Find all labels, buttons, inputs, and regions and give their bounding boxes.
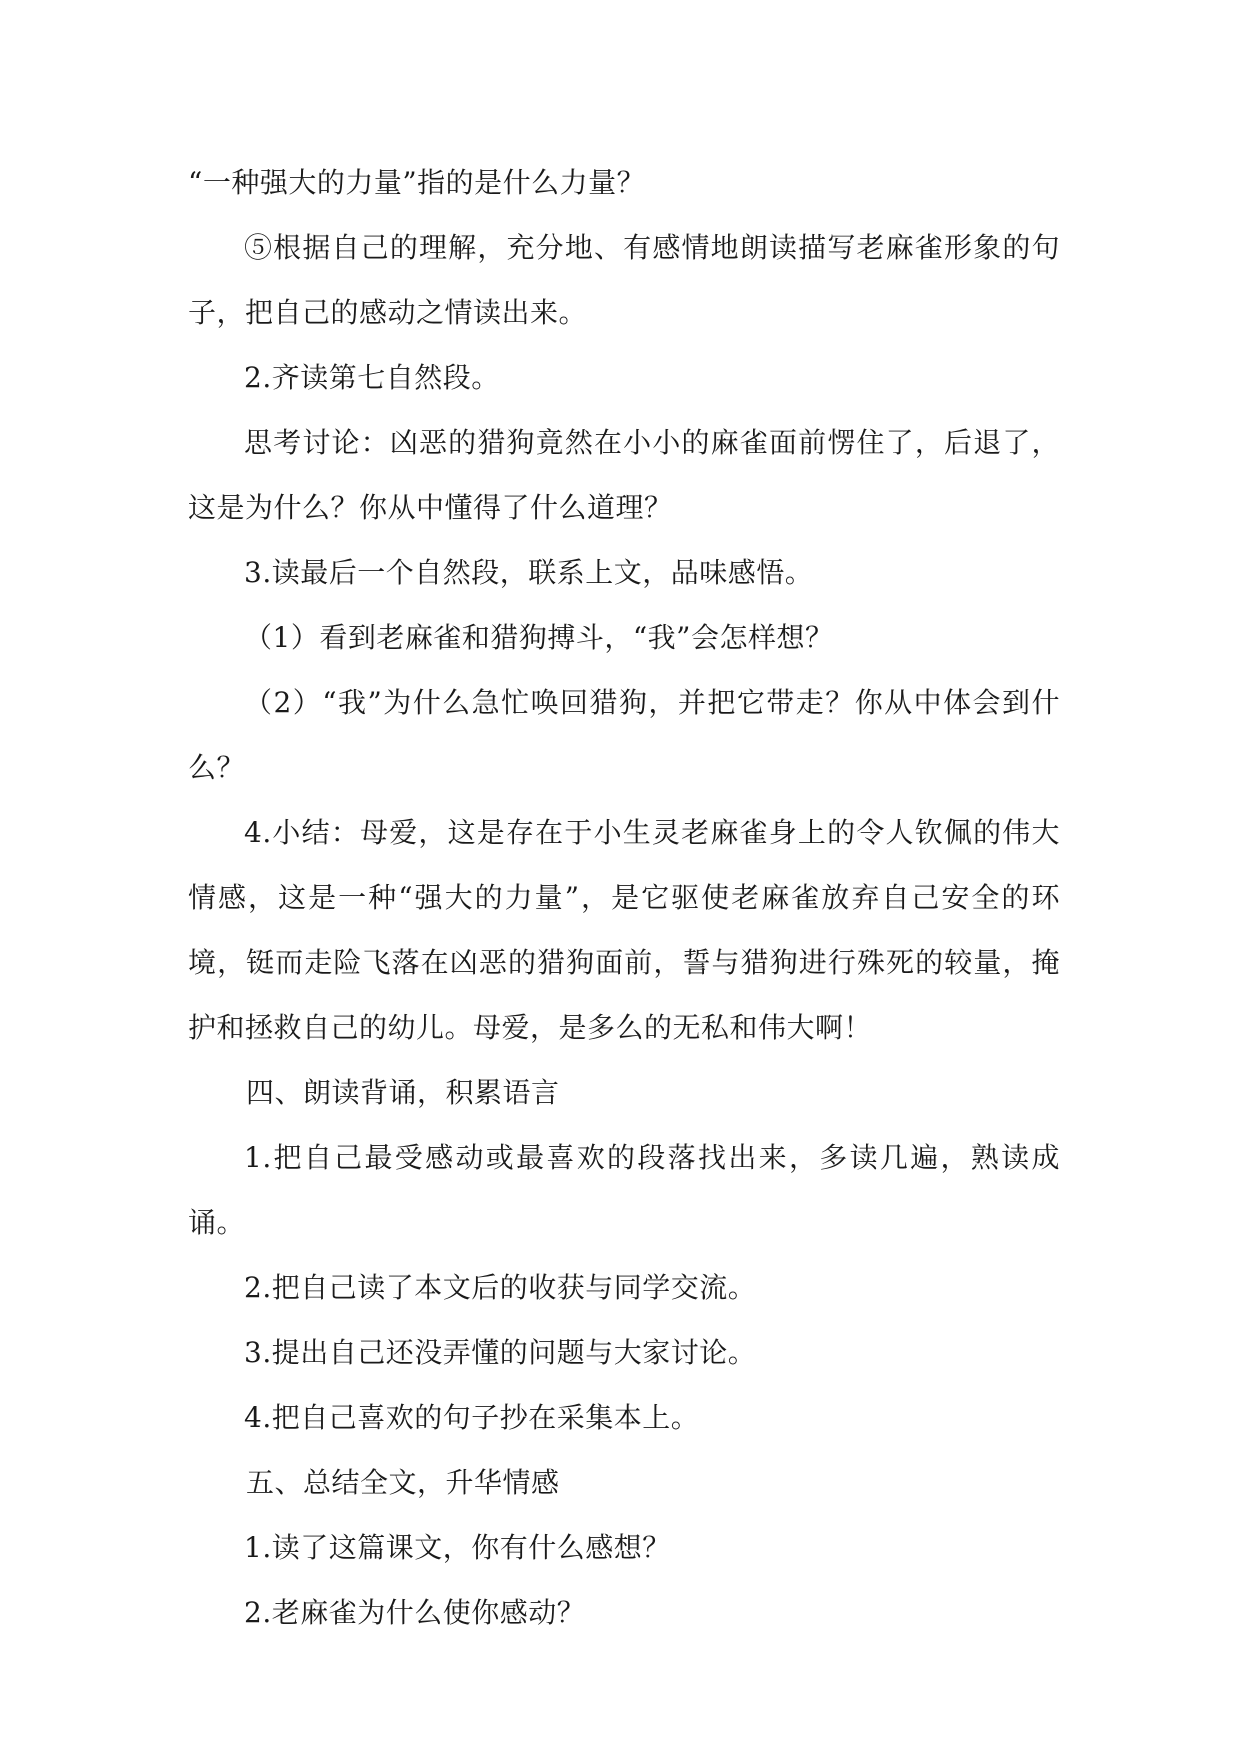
document-body (188, 150, 1060, 1645)
paragraph-read-seventh: 2.齐读第七自然段。 (244, 361, 500, 394)
paragraph-sub-question-1: （1）看到老麻雀和猎狗搏斗，“我”会怎样想？ (244, 621, 834, 654)
paragraph-task-3: 3.提出自己还没弄懂的问题与大家讨论。 (244, 1336, 757, 1369)
paragraph-task-2: 2.把自己读了本文后的收获与同学交流。 (244, 1271, 757, 1304)
section-heading-four: 四、朗读背诵，积累语言 (246, 1076, 560, 1109)
paragraph-reflection-2: 2.老麻雀为什么使你感动？ (244, 1596, 586, 1629)
paragraph-summary: 4.小结：母爱，这是存在于小生灵老麻雀身上的令人钦佩的伟大情感，这是一种“强大的力量”，是它驱使老麻雀放弃自己安全的环境，铤而走险飞落在凶恶的猎狗面前，誓与猎狗进行殊死的较量，掩护和拯救自己的幼儿。母爱，是多么的无私和伟大啊！ (188, 816, 1060, 1044)
paragraph-read-last: 3.读最后一个自然段，联系上文，品味感悟。 (244, 556, 814, 589)
paragraph-discussion: 思考讨论：凶恶的猎狗竟然在小小的麻雀面前愣住了，后退了，这是为什么？你从中懂得了什么道理？ (188, 426, 1060, 524)
paragraph-task-1: 1.把自己最受感动或最喜欢的段落找出来，多读几遍，熟读成诵。 (188, 1141, 1060, 1239)
section-heading-five: 五、总结全文，升华情感 (246, 1466, 560, 1499)
paragraph-sub-question-2: （2）“我”为什么急忙唤回猎狗，并把它带走？你从中体会到什么？ (188, 686, 1060, 784)
paragraph-question-strong-force: “一种强大的力量”指的是什么力量？ (188, 166, 646, 199)
paragraph-task-4: 4.把自己喜欢的句子抄在采集本上。 (244, 1401, 700, 1434)
paragraph-reflection-1: 1.读了这篇课文，你有什么感想？ (244, 1531, 671, 1564)
paragraph-read-aloud-sparrow: ⑤根据自己的理解，充分地、有感情地朗读描写老麻雀形象的句子，把自己的感动之情读出来。 (188, 231, 1060, 329)
